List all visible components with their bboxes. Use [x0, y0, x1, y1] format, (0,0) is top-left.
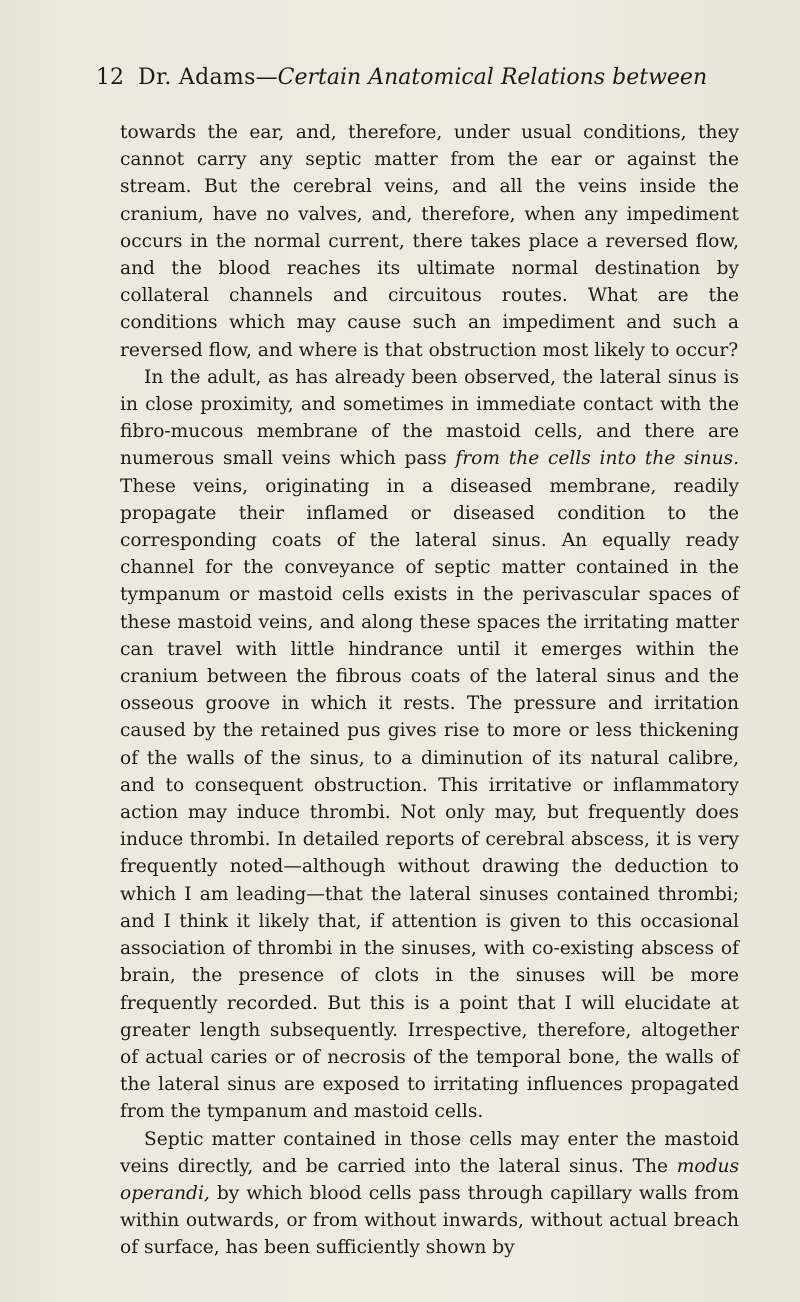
paragraph-2	[120, 364, 739, 1126]
paragraph-1-text: towards the ear, and, therefore, under usual conditions, they cannot carry any septic matter from the ear or against the stream. But the cerebral veins, and all the veins inside the cranium, have no valves, and, therefore, when any impediment occurs in the normal current, there takes place a reversed flow, and the blood reaches its ultimate normal destination by collateral channels and circuitous routes. What are the conditions which may cause such an impediment and such a reversed flow, and where is that obstruction most likely to occur?	[120, 122, 739, 361]
paragraph-2-text-b: These veins, originating in a diseased membrane, readily propagate their inflamed or diseased condition to the corresponding coats of the lateral sinus. An equally ready channel for the conveyance of septic matter contained in the tympanum or mastoid cells exists in the perivascular spaces of these mastoid veins, and along these spaces the irritating matter can travel with little hindrance until it emerges within the cranium between the fibrous coats of the lateral sinus and the osseous groove in which it rests. The pressure and irritation caused by the retained pus gives rise to more or less thickening of the walls of the sinus, to a diminution of its natural calibre, and to consequent obstruction. This irritative or inflammatory action may induce thrombi. Not only may, but frequently does induce thrombi. In detailed reports of cerebral abscess, it is very frequently noted—although without drawing the deduction to which I am leading—that the lateral sinuses contained thrombi; and I think it likely that, if attention is given to this occasional association of thrombi in the sinuses, with co-existing abscess of brain, the presence of clots in the sinuses will be more frequently recorded. But this is a point that I will elucidate at greater length subsequently. Irrespective, therefore, altogether of actual caries or of necrosis of the temporal bone, the walls of the lateral sinus are exposed to irritating influences propagated from the tympanum and mastoid cells.	[120, 475, 739, 1123]
running-header	[96, 64, 736, 92]
paragraph-2-italic: from the cells into the sinus.	[455, 448, 739, 470]
header-separator: —	[255, 65, 278, 90]
paragraph-3-text-b: by which blood cells pass through capillary walls from within outwards, or from without inwards, without actual breach of surface, has been sufficiently shown by	[120, 1182, 739, 1259]
paragraph-1	[120, 119, 739, 364]
body-text	[120, 119, 739, 1262]
paragraph-2-text-a: In the adult, as has already been observed, the lateral sinus is in close proximity, and sometimes in immediate contact with the fibro-mucous membrane of the mastoid cells, and there are numerous small veins which pass	[120, 366, 739, 470]
header-title: Certain Anatomical Relations between	[277, 65, 708, 90]
paragraph-3-text-a: Septic matter contained in those cells may enter the mastoid veins directly, and be carried into the lateral sinus. The	[120, 1128, 739, 1177]
page-number: 12	[96, 65, 124, 90]
paragraph-3	[120, 1126, 739, 1262]
header-author: Dr. Adams	[138, 65, 256, 90]
paragraph-3-italic: modus operandi,	[120, 1155, 739, 1204]
